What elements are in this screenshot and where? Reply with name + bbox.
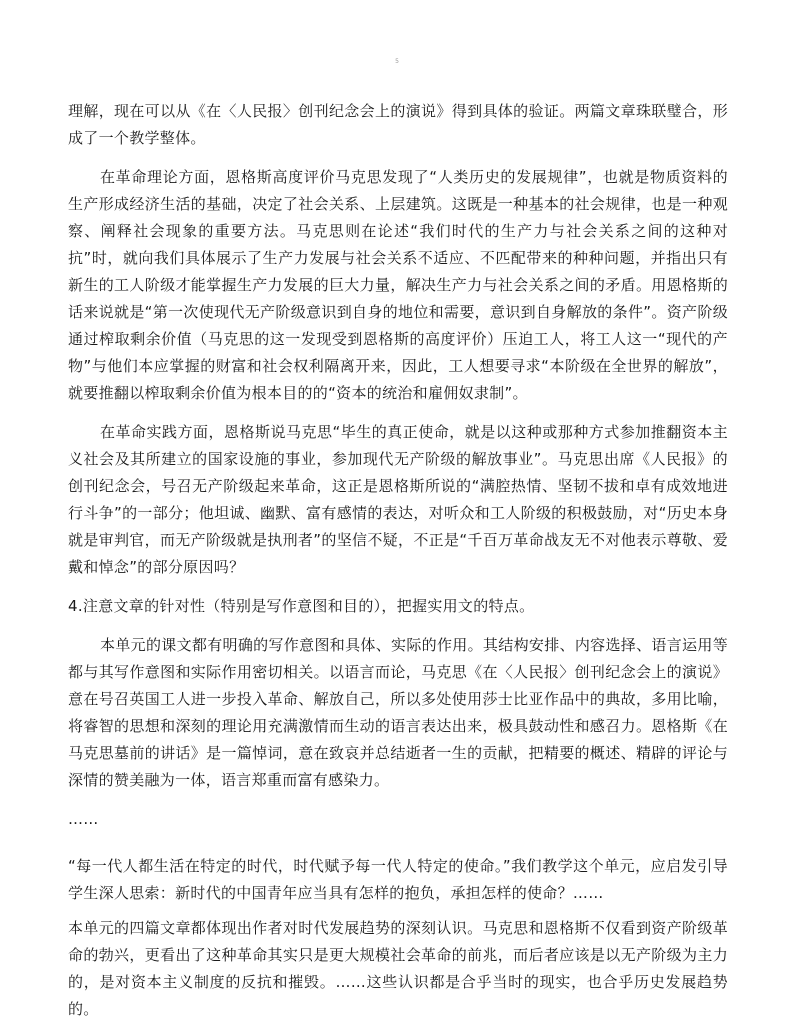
paragraph-four-articles: 本单元的四篇文章都体现出作者对时代发展趋势的深刻认识。马克思和恩格斯不仅看到资产阶级革命的勃兴，更看出了这种革命其实只是更大规模社会革命的前兆，而后者应该是以无产阶级为主力的，是对资本主义制度的反抗和摧毁。……这些认识都是合乎当时的现实，也合乎历史发展趋势的。 [68, 919, 728, 1018]
paragraph-continuation: 理解，现在可以从《在〈人民报〉创刊纪念会上的演说》得到具体的验证。两篇文章珠联璧合，形成了一个教学整体。 [68, 102, 728, 147]
paragraph-generation-mission: “每一代人都生活在特定的时代，时代赋予每一代人特定的使命。”我们教学这个单元，应启发引导学生深人思索：新时代的中国青年应当具有怎样的抱负，承担怎样的使命？…… [68, 857, 728, 902]
document-body [68, 98, 728, 1035]
paragraph-revolutionary-theory: 在革命理论方面，恩格斯高度评价马克思发现了“人类历史的发展规律”，也就是物质资料的生产形成经济生活的基础，决定了社会关系、上层建筑。这既是一种基本的社会规律，也是一种观察、阐释社会现象的重要方法。马克思则在论述“我们时代的生产力与社会关系之间的这种对抗”时，就向我们具体展示了生产力发展与社会关系不适应、不匹配带来的种种问题，并指出只有新生的工人阶级才能掌握生产力发展的巨大力量，解决生产力与社会关系之间的矛盾。用恩格斯的话来说就是“第一次使现代无产阶级意识到自身的地位和需要，意识到自身解放的条件”。资产阶级通过榨取剩余价值（马克思的这一发现受到恩格斯的高度评价）压迫工人，将工人这一“现代的产物”与他们本应掌握的财富和社会权利隔离开来，因此，工人想要寻求“本阶级在全世界的解放”，就要推翻以榨取剩余价值为根本目的的“资本的统治和雇佣奴隶制”。 [68, 168, 728, 402]
paragraph-revolutionary-practice: 在革命实践方面，恩格斯说马克思“毕生的真正使命，就是以这种或那种方式参加推翻资本主义社会及其所建立的国家设施的事业，参加现代无产阶级的解放事业”。马克思出席《人民报》的创刊纪念会，号召无产阶级起来革命，这正是恩格斯所说的“满腔热情、坚韧不拔和卓有成效地进行斗争”的一部分；他坦诚、幽默、富有感情的表达，对听众和工人阶级的积极鼓励，对“历史本身就是审判官，而无产阶级就是执刑者”的坚信不疑，不正是“千百万革命战友无不对他表示尊敬、爱戴和悼念”的部分原因吗？ [68, 423, 728, 576]
ellipsis: …… [68, 810, 99, 828]
section-heading-4: 4.注意文章的针对性（特别是写作意图和目的），把握实用文的特点。 [68, 597, 535, 615]
paragraph-unit-texts: 本单元的课文都有明确的写作意图和具体、实际的作用。其结构安排、内容选择、语言运用等都与其写作意图和实际作用密切相关。以语言而论，马克思《在〈人民报〉创刊纪念会上的演说》意在号召英国工人进一步投入革命、解放自己，所以多处使用莎士比亚作品中的典故，多用比喻，将睿智的思想和深刻的理论用充满激情而生动的语言表达出来，极具鼓动性和感召力。恩格斯《在马克思墓前的讲话》是一篇悼词，意在致哀并总结逝者一生的贡献，把精要的概述、精辟的评论与深情的赞美融为一体，语言郑重而富有感染力。 [68, 636, 728, 789]
page-number: 5 [395, 58, 399, 65]
